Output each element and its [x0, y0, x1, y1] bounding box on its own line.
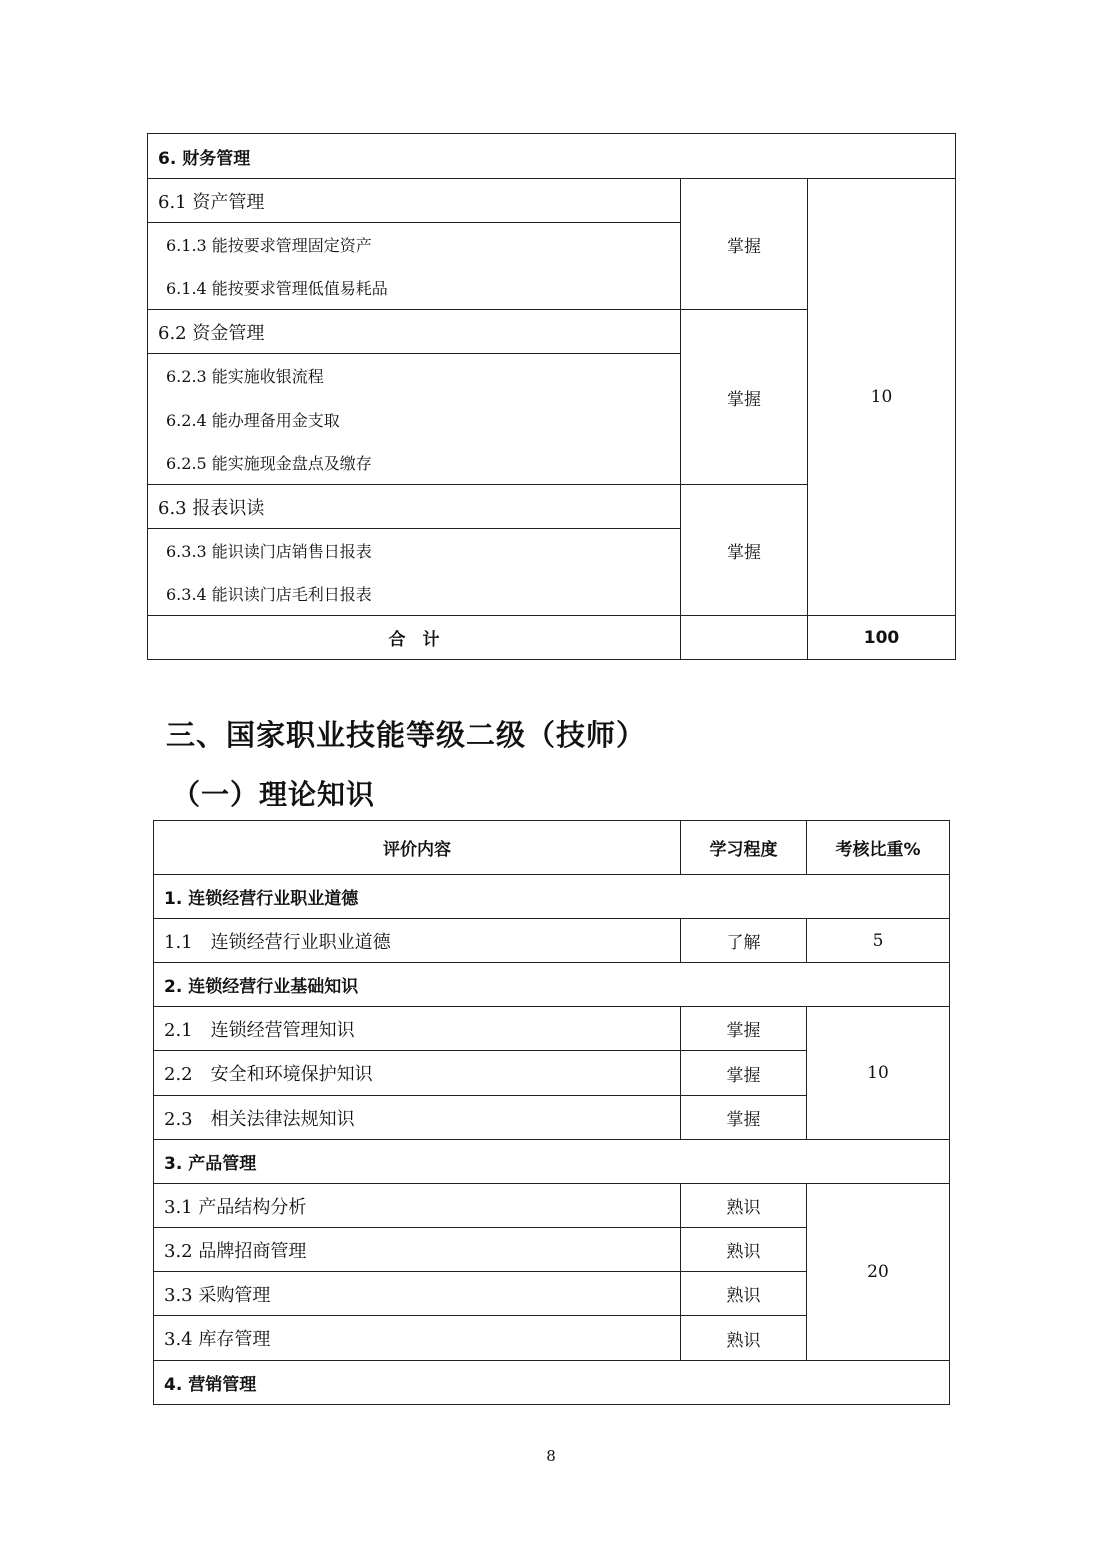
table-row-label: 2.1 连锁经营管理知识 — [154, 1007, 681, 1051]
item-row: 6.2.5 能实施现金盘点及缴存 — [148, 441, 681, 485]
item-row: 6.2.4 能办理备用金支取 — [148, 398, 681, 441]
table-row-label: 2.2 安全和环境保护知识 — [154, 1051, 681, 1096]
header-weight: 考核比重% — [807, 821, 950, 875]
table-row-label: 3.4 库存管理 — [154, 1316, 681, 1361]
learning-level: 掌握 — [681, 310, 808, 485]
section-title: 2. 连锁经营行业基础知识 — [154, 963, 950, 1007]
header-level: 学习程度 — [681, 821, 807, 875]
learning-level: 熟识 — [681, 1272, 807, 1316]
table-row-label: 3.2 品牌招商管理 — [154, 1228, 681, 1272]
total-value: 100 — [808, 616, 956, 660]
table-row-label: 2.3 相关法律法规知识 — [154, 1096, 681, 1140]
theory-knowledge-table — [153, 820, 950, 1405]
learning-level: 掌握 — [681, 1051, 807, 1096]
financial-management-table — [147, 133, 956, 660]
learning-level: 了解 — [681, 919, 807, 963]
section-title: 4. 营销管理 — [154, 1361, 950, 1405]
subsection-title: 6.1 资产管理 — [148, 179, 681, 223]
learning-level: 熟识 — [681, 1316, 807, 1361]
weight-value: 5 — [807, 919, 950, 963]
weight-value: 10 — [807, 1007, 950, 1140]
learning-level: 掌握 — [681, 485, 808, 616]
subsection-title: 6.2 资金管理 — [148, 310, 681, 354]
learning-level: 掌握 — [681, 1096, 807, 1140]
theory-subheading: （一）理论知识 — [172, 778, 376, 811]
subsection-title: 6.3 报表识读 — [148, 485, 681, 529]
total-label: 合 计 — [148, 616, 681, 660]
item-row: 6.3.3 能识读门店销售日报表 — [148, 529, 681, 573]
section-title: 3. 产品管理 — [154, 1140, 950, 1184]
total-empty-cell — [681, 616, 808, 660]
item-row: 6.1.3 能按要求管理固定资产 — [148, 223, 681, 267]
table-row-label: 3.3 采购管理 — [154, 1272, 681, 1316]
section-title: 6. 财务管理 — [148, 134, 956, 179]
weight-value: 20 — [807, 1184, 950, 1361]
weight-value: 10 — [808, 179, 956, 616]
item-row: 6.1.4 能按要求管理低值易耗品 — [148, 267, 681, 310]
section-title: 1. 连锁经营行业职业道德 — [154, 875, 950, 919]
learning-level: 掌握 — [681, 1007, 807, 1051]
table-row-label: 1.1 连锁经营行业职业道德 — [154, 919, 681, 963]
page-number: 8 — [546, 1447, 556, 1465]
learning-level: 掌握 — [681, 179, 808, 310]
header-content: 评价内容 — [154, 821, 681, 875]
learning-level: 熟识 — [681, 1184, 807, 1228]
level-heading: 三、国家职业技能等级二级（技师） — [166, 718, 647, 752]
item-row: 6.3.4 能识读门店毛利日报表 — [148, 573, 681, 616]
table-row-label: 3.1 产品结构分析 — [154, 1184, 681, 1228]
learning-level: 熟识 — [681, 1228, 807, 1272]
item-row: 6.2.3 能实施收银流程 — [148, 354, 681, 398]
